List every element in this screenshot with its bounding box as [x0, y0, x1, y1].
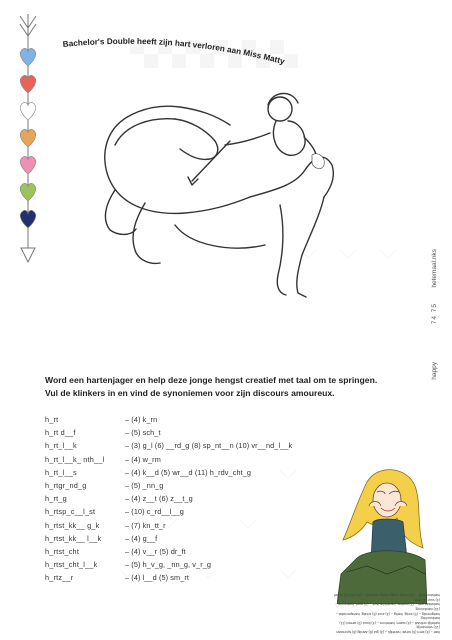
heart-arrow-illustration	[6, 6, 50, 268]
puzzle-synonyms[interactable]: – (4) g__f	[125, 533, 158, 543]
section-name: happy	[431, 362, 438, 380]
puzzle-word[interactable]: h_rt_l__s	[45, 467, 77, 477]
answers-line-5: hartstochtelijk – (5) hevig, innig, vurig; hartzeer – (4) leed (5) smart	[333, 593, 440, 598]
puzzle-word[interactable]: h_rtst_cht	[45, 546, 80, 556]
puzzle-synonyms[interactable]: – (5) _nn_g	[125, 481, 164, 491]
instructions-line-2: Vul de klinkers in en vind de synoniemen voor zijn discours amoureux.	[45, 387, 335, 398]
puzzle-row	[45, 532, 365, 545]
heart-icon-navy	[20, 210, 35, 228]
svg-text:Bachelor's Double heeft zijn h	[62, 37, 286, 67]
answers-line-2: hartelijk onthaal – (4) warm; harteloos – (4) koud (5) wreed (11) hardvochtig;	[339, 616, 440, 625]
answers-line-4: hartstikke gek – (7) knetter; hartstikke leuk – (4) gaaf; hartstocht – (4) vuur (5) drift;	[335, 597, 440, 607]
instructions	[45, 374, 378, 399]
heart-icon-red	[20, 75, 35, 93]
horse-and-cupid-illustration	[80, 85, 340, 305]
puzzle-row	[45, 453, 365, 466]
puzzle-word[interactable]: h_rtst_cht_l__k	[45, 560, 98, 570]
puzzle-row	[45, 492, 365, 505]
puzzle-row	[45, 505, 365, 518]
puzzle-word[interactable]: h_rtz__r	[45, 573, 74, 583]
heart-icon-orange	[20, 129, 35, 147]
page-numbers: 74 75	[431, 303, 438, 325]
puzzle-synonyms[interactable]: – (3) g_l (6) __rd_g (8) sp_nt__n (10) vr__nd_l__k	[125, 441, 293, 451]
puzzle-row	[45, 584, 365, 597]
puzzle-row	[45, 519, 365, 532]
puzzle-word[interactable]: h_rtgr_nd_g	[45, 481, 87, 491]
upside-down-answers	[330, 578, 440, 634]
puzzle-row	[45, 426, 365, 439]
puzzle-word[interactable]: h_rtst_kk__ l__k	[45, 533, 102, 543]
heart-icon-pink	[20, 156, 35, 174]
answers-line-3: hartgrondig – (5) innig; hartig – (4) zout (6) zoutig; hartspecialist – (10) cardioloog;	[335, 607, 440, 616]
puzzle-synonyms[interactable]: – (4) l__d (5) sm_rt	[125, 573, 190, 583]
heart-icon-white	[20, 102, 35, 120]
puzzle-word[interactable]: h_rtsp_c__l_st	[45, 507, 96, 517]
puzzle-word[interactable]: h_rtst_kk__ g_k	[45, 520, 100, 530]
puzzle-synonyms[interactable]: – (4) k_rn	[125, 415, 158, 425]
puzzle-synonyms[interactable]: – (5) h_v_g, _nn_g, v_r_g	[125, 560, 212, 570]
puzzle-row	[45, 558, 365, 571]
instructions-line-1: Word een hartenjager en help deze jonge hengst creatief met taal om te springen.	[45, 375, 378, 385]
puzzle-synonyms[interactable]: – (4) v__r (5) dr_ft	[125, 546, 186, 556]
puzzle-row	[45, 439, 365, 452]
puzzle-synonyms[interactable]: – (4) k__d (5) wr__d (11) h_rdv_cht_g	[125, 467, 252, 477]
puzzle-word[interactable]: h_rt_g	[45, 494, 67, 504]
puzzle-row	[45, 479, 365, 492]
puzzle-row	[45, 545, 365, 558]
puzzle-word[interactable]: h_rt	[45, 415, 59, 425]
puzzle-synonyms[interactable]: – (4) z__t (6) z__t_g	[125, 494, 193, 504]
puzzle-synonyms[interactable]: – (5) sch_t	[125, 428, 161, 438]
puzzle-synonyms[interactable]: – (7) kn_tt_r	[125, 520, 166, 530]
puzzle-synonyms[interactable]: – (10) c_rd__l__g	[125, 507, 184, 517]
puzzle-row	[45, 466, 365, 479]
puzzle-word[interactable]: h_rt_l__k	[45, 441, 77, 451]
heart-icon-blue	[20, 48, 35, 66]
answers-line-1: hart – (4) kern (5) schat; hartelijk – (3) gul (6) aardig (8) spontaan (10) vriendelijk;	[336, 625, 440, 634]
puzzle-word[interactable]: h_rt_l__k_ nth__l	[45, 454, 105, 464]
magazine-name: hetemaal.nks	[431, 249, 438, 288]
puzzle-row	[45, 413, 365, 426]
puzzle-word[interactable]: h_rt d__f	[45, 428, 76, 438]
puzzle-row	[45, 571, 365, 584]
puzzle-synonyms[interactable]: – (4) w_rm	[125, 454, 161, 464]
vowel-puzzle	[45, 413, 365, 598]
heart-icon-green	[20, 183, 35, 201]
page-title: Bachelor's Double heeft zijn hart verloren aan Miss Matty	[62, 36, 286, 67]
